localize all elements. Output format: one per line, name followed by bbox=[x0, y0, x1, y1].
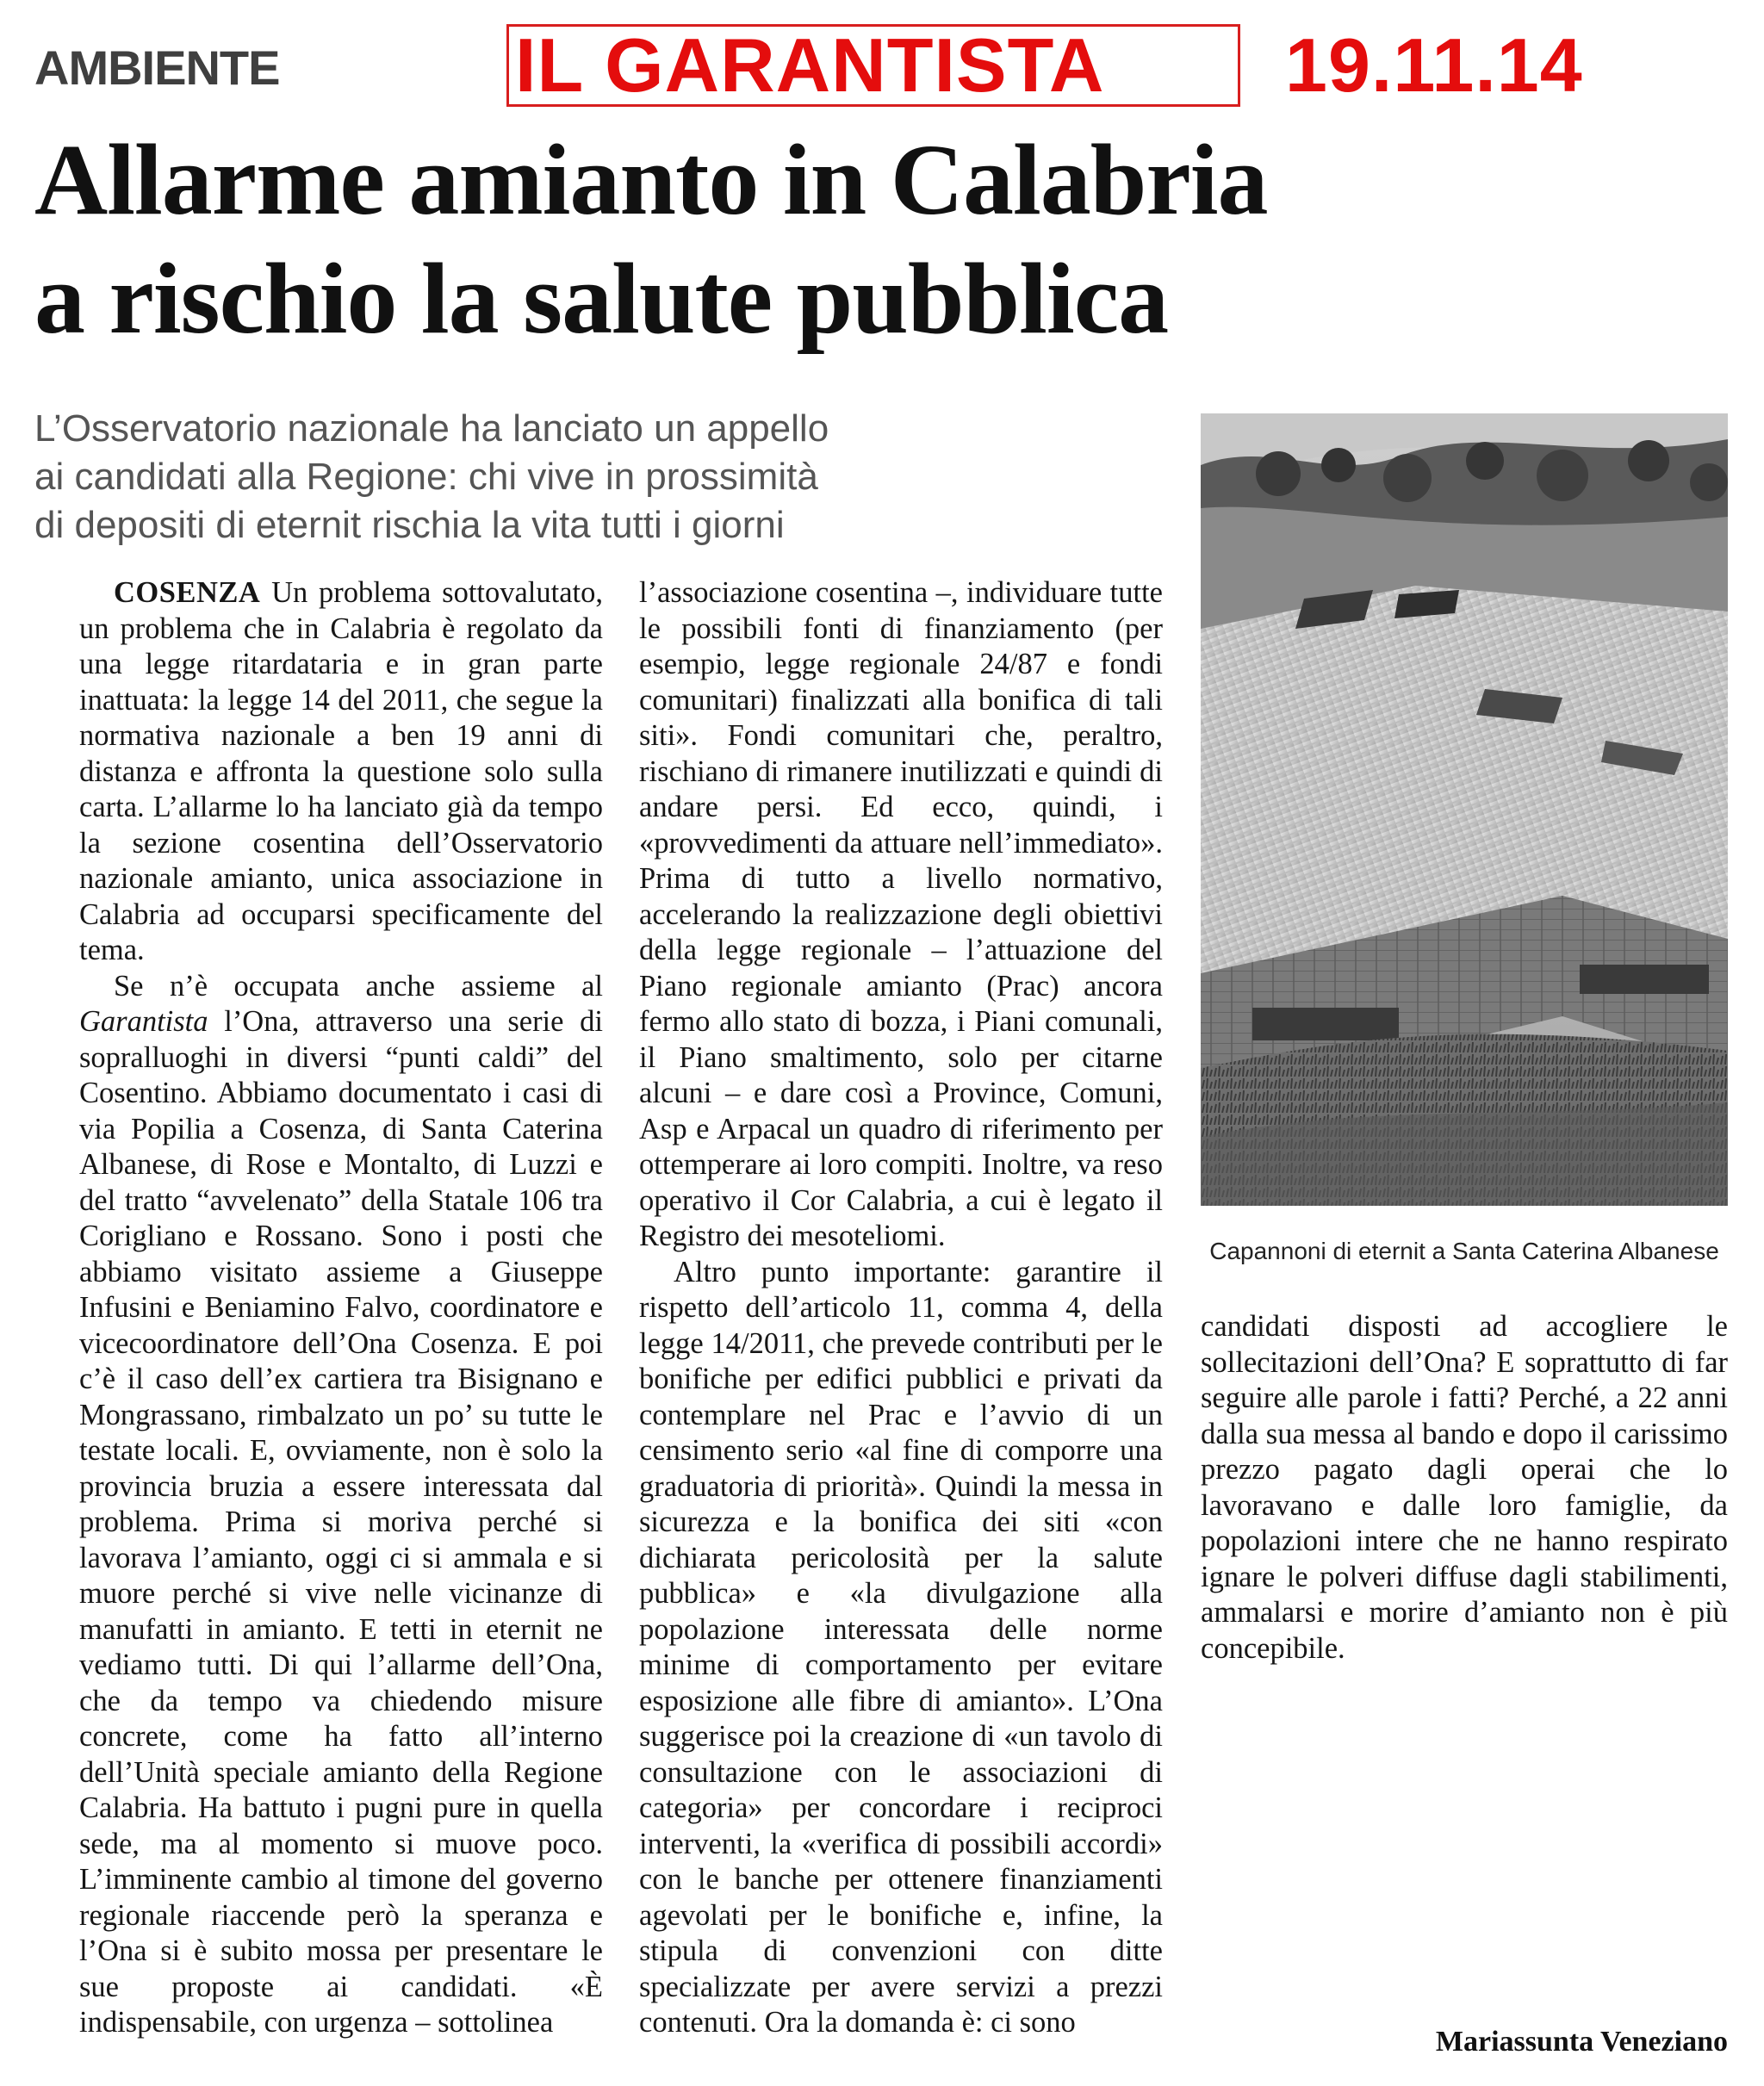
issue-date: 19.11.14 bbox=[1285, 22, 1583, 108]
article-subhead bbox=[34, 405, 1171, 549]
headline-line-2: a rischio la salute pubblica bbox=[34, 242, 1169, 355]
paragraph-2-text-a: Se n’è occupata anche assieme al bbox=[114, 969, 603, 1003]
article-headline bbox=[34, 121, 1413, 358]
headline-line-1: Allarme amianto in Calabria bbox=[34, 123, 1268, 236]
body-paragraph-1 bbox=[79, 575, 603, 969]
body-paragraph-2 bbox=[79, 969, 603, 2041]
body-paragraph-3: candidati disposti ad accogliere le sollecitazioni dell’Ona? E soprattutto di far seguire alle parole i fatti? Perché, a 22 anni dalla sua messa al bando e dopo il carissimo prezzo pagato dagli operai che lo lavoravano e dalle loro famiglie, da popolazioni intere che ne hanno respirato ignare le polveri diffuse dagli stabilimenti, ammalarsi e morire d’amianto non è più concepibile. bbox=[1201, 1310, 1728, 1665]
body-column-3 bbox=[1201, 1309, 1728, 1667]
section-label: AMBIENTE bbox=[34, 40, 280, 95]
subhead-line-2: ai candidati alla Regione: chi vive in prossimità bbox=[34, 456, 818, 498]
article-photo bbox=[1201, 413, 1728, 1206]
dateline-kicker: COSENZA bbox=[114, 576, 261, 609]
paragraph-2-newspaper-name: Garantista bbox=[79, 1005, 208, 1038]
body-column-2 bbox=[639, 575, 1163, 2041]
photo-caption: Capannoni di eternit a Santa Caterina Albanese bbox=[1209, 1238, 1719, 1264]
subhead-line-1: L’Osservatorio nazionale ha lanciato un appello bbox=[34, 407, 829, 450]
paragraph-1-text: Un problema sottovalutato, un problema che in Calabria è regolato da una legge ritardataria e in gran parte inattuata: la legge 14 del 2011, che segue la normativa nazionale a ben 19 anni di distanza e affronta la questione solo sulla carta. L’allarme lo ha lanciato già da tempo la sezione cosentina dell’Osservatorio nazionale amianto, unica associazione in Calabria ad occuparsi specificamente del tema. bbox=[79, 576, 603, 966]
body-paragraph-2-continued: l’associazione cosentina –, individuare tutte le possibili fonti di finanziamento (per esempio, legge regionale 24/87 e fondi comunitari) finalizzati alla bonifica di tali siti». Fondi comunitari che, peraltro, rischiano di rimanere inutilizzati e quindi di andare persi. Ed ecco, quindi, i «provvedimenti da attuare nell’immediato». Prima di tutto a livello normativo, accelerando la realizzazione degli obiettivi della legge regionale – l’attuazione del Piano regionale amianto (Prac) ancora fermo allo stato di bozza, i Piani comunali, il Piano smaltimento, solo per citarne alcuni – e dare così a Province, Comuni, Asp e Arpacal un quadro di riferimento per ottemperare ai loro compiti. Inoltre, va reso operativo il Cor Calabria, a cui è legato il Registro dei mesoteliomi. bbox=[639, 576, 1163, 1252]
paragraph-2-text-b: l’Ona, attraverso una serie di sopralluoghi in diversi “punti caldi” del Cosentino. Abbiamo documentato i casi di via Popilia a Cosenza, di Santa Caterina Albanese, di Rose e Montalto, di Luzzi e del tratto “avvelenato” della Statale 106 tra Corigliano e Rossano. Sono i posti che abbiamo visitato assieme a Giuseppe Infusini e Beniamino Falvo, coordinatore e vicecoordinatore dell’Ona Cosenza. E poi c’è il caso dell’ex cartiera tra Bisignano e Mongrassano, rimbalzato un po’ su tutte le testate locali. E, ovviamente, non è solo la provincia bruzia a essere interessata dal problema. Prima si moriva perché si lavorava l’amianto, oggi ci si ammala e si muore perché si vive nelle vicinanze di manufatti in amianto. E tetti in eternit ne vediamo tutti. Di qui l’allarme dell’Ona, che da tempo va chiedendo misure concrete, come ha fatto all’interno dell’Unità speciale amianto della Regione Calabria. Ha battuto i pugni pure in quella sede, ma al momento si muove poco. L’imminente cambio al timone del governo regionale riaccende però la speranza e l’Ona si è subito mossa per presentare le sue proposte ai candidati. «È indispensabile, con urgenza – sottolinea bbox=[79, 1005, 603, 2039]
eternit-warehouses-photo bbox=[1201, 413, 1728, 1206]
body-column-1 bbox=[79, 575, 603, 2041]
masthead-title: IL GARANTISTA bbox=[515, 22, 1105, 108]
subhead-line-3: di depositi di eternit rischia la vita tutti i giorni bbox=[34, 504, 785, 546]
body-paragraph-3-start: Altro punto importante: garantire il rispetto dell’articolo 11, comma 4, della legge 14/2011, che prevede contributi per le bonifiche per edifici pubblici e privati da contemplare nel Prac e l’avvio di un censimento serio «al fine di comporre una graduatoria di priorità». Quindi la messa in sicurezza e la bonifica dei siti «con dichiarata pericolosità per la salute pubblica» e «la divulgazione alla popolazione interessata delle norme minime di comportamento per evitare esposizione alle fibre di amianto». L’Ona suggerisce poi la creazione di «un tavolo di consultazione con le associazioni di categoria» per concordare i reciproci interventi, la «verifica di possibili accordi» con le banche per ottenere finanziamenti agevolati per le bonifiche e, infine, la stipula di convenzioni con ditte specializzate per avere servizi a prezzi contenuti. Ora la domanda è: ci sono bbox=[639, 1255, 1163, 2039]
author-byline: Mariassunta Veneziano bbox=[1435, 2026, 1728, 2058]
